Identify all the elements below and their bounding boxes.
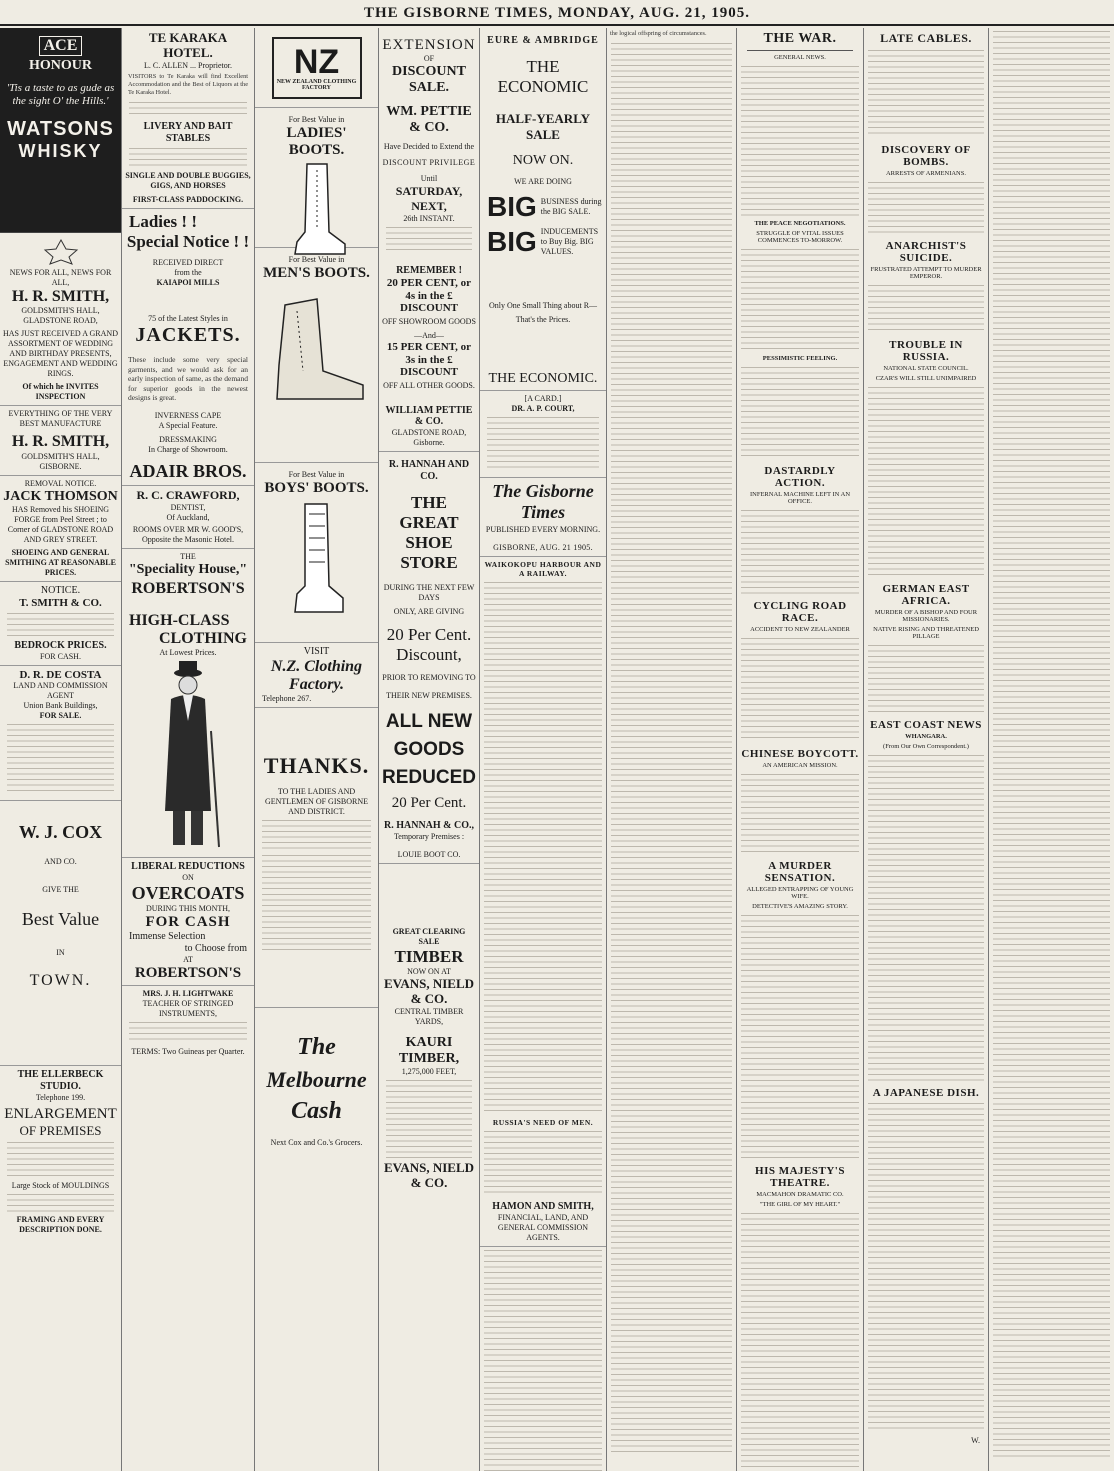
karaka-text xyxy=(129,102,247,118)
crawford-ad xyxy=(122,486,254,549)
card-ad xyxy=(480,391,606,478)
column-5 xyxy=(480,28,607,1471)
honour-label: HONOUR xyxy=(29,58,92,73)
received-direct: RECEIVED DIRECT xyxy=(152,258,224,268)
gisborne-label: Gisborne. xyxy=(413,437,445,447)
central-yards: CENTRAL TIMBER YARDS, xyxy=(394,1006,464,1026)
column-6 xyxy=(607,28,737,1471)
card-label: [A CARD.] xyxy=(524,394,562,403)
hamon-name: HAMON AND SMITH, xyxy=(492,1201,594,1212)
council-heading: NATIONAL STATE COUNCIL. xyxy=(883,365,969,372)
cox-and: AND CO. xyxy=(44,856,77,866)
thomson-ad xyxy=(0,476,121,582)
big-label-1: BIG xyxy=(487,191,537,222)
cables-article xyxy=(868,50,984,138)
framing-footer: FRAMING AND EVERY DESCRIPTION DONE. xyxy=(16,1215,105,1235)
harbour-heading: WAIKOKOPU HARBOUR AND A RAILWAY. xyxy=(484,560,602,578)
jackets-heading: JACKETS. xyxy=(135,324,241,347)
lowest-prices: At Lowest Prices. xyxy=(159,647,217,657)
instant-label: 26th INSTANT. xyxy=(403,214,455,223)
de-costa-address: Union Bank Buildings, xyxy=(23,701,98,711)
east-coast-article xyxy=(868,755,984,1081)
studio-text xyxy=(7,1142,114,1178)
peace-heading: THE PEACE NEGOTIATIONS. xyxy=(754,220,846,227)
column-9 xyxy=(989,28,1114,1471)
continued-article xyxy=(611,43,732,1453)
other-goods: OFF ALL OTHER GOODS. xyxy=(383,380,475,390)
crawford-name: R. C. CRAWFORD, xyxy=(136,487,240,502)
ellerbeck-ad xyxy=(0,1066,121,1238)
feet-label: 1,275,000 FEET, xyxy=(401,1066,457,1076)
bombs-article xyxy=(868,182,984,234)
studio-telephone: Telephone 199. xyxy=(35,1093,86,1103)
special-feature: A Special Feature. xyxy=(158,420,218,430)
east-coast-heading: EAST COAST NEWS xyxy=(870,719,982,731)
ladies-notice-ad xyxy=(122,209,254,486)
mens-boots-heading: MEN'S BOOTS. xyxy=(263,265,370,281)
russia-council-article xyxy=(868,387,984,577)
of-label: OF xyxy=(423,54,435,63)
now-on-at: NOW ON AT xyxy=(407,966,451,976)
only-one-thing: Only One Small Thing about R— xyxy=(488,301,598,310)
thomson-shoeing: SHOEING AND GENERAL SMITHING AT REASONABLE PRICES. xyxy=(5,547,116,577)
signature: W. xyxy=(971,1436,980,1445)
at-label: AT xyxy=(183,954,193,964)
shoe-store-heading: SHOE STORE xyxy=(400,532,458,572)
article-intro: the logical offspring of circumstances. xyxy=(610,30,707,37)
dressmaking-label: DRESSMAKING xyxy=(159,434,217,444)
choose-from: to Choose from xyxy=(184,942,247,954)
for-cash: FOR CASH. xyxy=(40,651,81,661)
cock-name: T. SMITH & CO. xyxy=(19,596,102,609)
column-1 xyxy=(0,28,122,1471)
giving-label: ONLY, ARE GIVING xyxy=(393,606,465,616)
overcoats-heading: OVERCOATS xyxy=(131,882,245,903)
thomson-name: JACK THOMSON xyxy=(3,488,118,504)
macmahon-heading: MACMAHON DRAMATIC CO. xyxy=(756,1191,844,1198)
smith2-address: GOLDSMITH'S HALL, GISBORNE. xyxy=(21,451,100,471)
hamon-ad xyxy=(480,1198,606,1247)
for-best-mens: For Best Value in xyxy=(288,255,345,264)
correspondent-label: (From Our Own Correspondent.) xyxy=(883,743,969,750)
hannah-name: R. HANNAH AND CO. xyxy=(388,458,470,482)
temporary-premises: Temporary Premises : xyxy=(393,831,465,841)
liberal-reductions: LIBERAL REDUCTIONS xyxy=(131,860,245,872)
late-cables-heading: LATE CABLES. xyxy=(880,31,972,45)
decided-label: Have Decided to Extend the xyxy=(383,142,475,151)
factory-telephone: Telephone 267. xyxy=(262,694,312,703)
lightwave-text xyxy=(129,1022,247,1044)
boys-boot-icon xyxy=(287,500,347,620)
harbour-article xyxy=(484,582,602,1112)
livery-text xyxy=(129,148,247,168)
discount-sale-heading: DISCOUNT SALE. xyxy=(392,64,466,95)
lightwave-ad xyxy=(122,986,254,1060)
economic-ad xyxy=(480,28,606,391)
cock-text xyxy=(7,613,114,637)
auckland-label: Of Auckland, xyxy=(166,512,210,522)
de-costa-ad xyxy=(0,666,121,802)
half-yearly-heading: HALF-YEARLY SALE xyxy=(495,111,591,142)
robertsons-ad xyxy=(122,549,254,858)
column-4 xyxy=(379,28,480,1471)
terms-label: TERMS: Two Guineas per Quarter. xyxy=(131,1046,245,1056)
doctor-name: DR. A. P. COURT, xyxy=(511,404,575,413)
economic-heading: THE ECONOMIC xyxy=(497,57,589,96)
girl-heading: "THE GIRL OF MY HEART." xyxy=(759,1201,841,1208)
struggle-heading: STRUGGLE OF VITAL ISSUES COMMENCES TO-MORROW. xyxy=(756,230,844,244)
visit-label: VISIT xyxy=(303,646,330,657)
great-clearing: GREAT CLEARING SALE xyxy=(392,926,466,946)
de-costa-name: D. R. DE COSTA xyxy=(19,668,102,681)
column-3 xyxy=(255,28,379,1471)
buggies-label: SINGLE AND DOUBLE BUGGIES, GIGS, AND HORSES xyxy=(125,171,251,191)
styles-label: 75 of the Latest Styles in xyxy=(148,314,228,324)
next-cox: Next Cox and Co.'s Grocers. xyxy=(270,1138,363,1148)
whangara-heading: WHANGARA. xyxy=(905,733,947,740)
boycott-article xyxy=(741,774,859,854)
pettie-name-2: WILLIAM PETTIE & CO. xyxy=(385,404,473,428)
nz-logo-label: NEW ZEALAND CLOTHING FACTORY xyxy=(276,79,357,91)
smith-address: GOLDSMITH'S HALL, GLADSTONE ROAD, xyxy=(21,306,100,326)
timber-list xyxy=(386,1080,472,1158)
the-word: The xyxy=(297,1034,336,1060)
for-best-boys: For Best Value in xyxy=(288,470,345,479)
pettie-text xyxy=(386,227,472,251)
prior-label: PRIOR TO REMOVING TO xyxy=(382,672,476,682)
boys-boots-heading: BOYS' BOOTS. xyxy=(264,480,369,496)
natives-heading: NATIVE RISING AND THREATENED PILLAGE xyxy=(873,626,979,640)
from-the: from the xyxy=(174,268,202,278)
karaka-owner: L. C. ALLEN ... Proprietor. xyxy=(144,60,232,70)
karaka-body: VISITORS to Te Karaka will find Excellent Accommodation and the Best of Liquors at the Te Karaka Hotel. xyxy=(128,72,248,96)
visit-factory-ad xyxy=(255,643,378,708)
russia-article xyxy=(484,1131,602,1195)
thanks-heading: THANKS. xyxy=(263,753,370,778)
overcoats-ad xyxy=(122,858,254,986)
all-new-heading: ALL NEW xyxy=(385,710,473,732)
we-are-doing: WE ARE DOING xyxy=(514,177,572,186)
hannah-name-2: R. HANNAH & CO., xyxy=(384,819,474,831)
times-title: The Gisborne Times xyxy=(492,481,594,522)
thats-prices: That's the Prices. xyxy=(515,315,571,324)
crawford-rooms: ROOMS OVER MR W. GOOD'S, Opposite the Masonic Hotel. xyxy=(132,524,244,544)
high-class-label: HIGH-CLASS xyxy=(129,611,230,629)
cash-heading: Cash xyxy=(291,1098,342,1125)
speciality-house: "Speciality House," xyxy=(128,561,248,577)
economic-heading-2: THE ECONOMIC. xyxy=(488,371,598,386)
gladstone-road: GLADSTONE ROAD, xyxy=(391,427,467,437)
inducements-label: INDUCEMENTS to Buy Big. BIG VALUES. xyxy=(540,227,599,256)
nz-clothing-logo xyxy=(255,28,378,108)
thanks-ad xyxy=(255,708,378,1008)
news-for-all: NEWS FOR ALL, NEWS FOR ALL, xyxy=(9,268,112,287)
studio-text-2 xyxy=(7,1194,114,1212)
thanks-text-2 xyxy=(262,855,371,891)
cock-ad xyxy=(0,582,121,666)
twenty-percent-discount: 20 PER CENT, or 4s in the £ DISCOUNT xyxy=(386,277,472,315)
privilege-label: DISCOUNT PRIVILEGE xyxy=(382,158,476,167)
smith-body: HAS JUST RECEIVED A GRAND ASSORTMENT OF WEDDING AND BIRTHDAY PRESENTS, ENGAGEMENT AND WEDDING RINGS. xyxy=(3,329,118,379)
nz-monogram-icon: NZ xyxy=(293,43,340,81)
cox-name: W. J. COX xyxy=(18,822,103,843)
column-2 xyxy=(122,28,255,1471)
war-article xyxy=(741,66,859,216)
evans-name: EVANS, NIELD & CO. xyxy=(383,975,475,1006)
hamon-text xyxy=(484,1250,602,1471)
frustrated-heading: FRUSTRATED ATTEMPT TO MURDER EMPEROR. xyxy=(870,266,982,280)
until-label: Until xyxy=(420,174,438,183)
remember-label: REMEMBER ! xyxy=(396,265,462,276)
boycott-heading: CHINESE BOYCOTT. xyxy=(741,748,859,760)
murder-heading: A MURDER SENSATION. xyxy=(764,860,836,884)
theatre-article xyxy=(741,1213,859,1471)
extension-heading: EXTENSION xyxy=(382,37,476,53)
twenty-percent: 20 Per Cent. xyxy=(386,624,472,644)
suicide-article xyxy=(868,285,984,333)
watsons-tagline: 'Tis a taste to as gude as the sight O' the Hills.' xyxy=(6,82,115,108)
mens-boots-ad xyxy=(255,248,378,463)
infernal-heading: INFERNAL MACHINE LEFT IN AN OFFICE. xyxy=(749,491,851,505)
smith-ad-2 xyxy=(0,406,121,475)
karaka-hotel-ad xyxy=(122,28,254,209)
timber-heading: TIMBER xyxy=(394,946,464,966)
saturday-next: SATURDAY, NEXT, xyxy=(395,184,463,213)
inverness-label: INVERNESS CAPE xyxy=(154,410,222,420)
japanese-article xyxy=(868,1103,984,1433)
nz-factory-heading: N.Z. Clothing Factory. xyxy=(270,658,363,693)
during-month: DURING THIS MONTH, xyxy=(145,903,231,913)
pettie-name: WM. PETTIE & CO. xyxy=(386,104,472,135)
peace-article xyxy=(741,249,859,351)
and-label: —And— xyxy=(414,330,444,340)
clothing-label: CLOTHING xyxy=(158,629,247,647)
great-label: THE GREAT xyxy=(399,492,459,532)
showroom-label: In Charge of Showroom. xyxy=(148,444,228,454)
star-shield-icon xyxy=(41,239,81,265)
japanese-heading: A JAPANESE DISH. xyxy=(872,1087,980,1099)
the-label: THE xyxy=(180,551,196,561)
for-sale: FOR SALE. xyxy=(39,711,82,721)
robertsons-name: ROBERTSON'S xyxy=(131,579,245,597)
german-heading: GERMAN EAST AFRICA. xyxy=(882,583,970,607)
alleged-heading: ALLEGED ENTRAPPING OF YOUNG WIFE. xyxy=(746,886,854,900)
boys-boots-ad xyxy=(255,463,378,643)
for-cash-label: FOR CASH xyxy=(145,913,231,930)
smith-everything: EVERYTHING OF THE VERY BEST MANUFACTURE xyxy=(8,409,113,429)
arrests-heading: ARRESTS OF ARMENIANS. xyxy=(885,170,966,177)
financial-label: FINANCIAL, LAND, AND GENERAL COMMISSION AGENTS. xyxy=(497,1213,589,1242)
general-news: GENERAL NEWS. xyxy=(774,54,826,61)
in-label: IN xyxy=(56,947,65,957)
bedrock-prices: BEDROCK PRICES. xyxy=(14,639,107,651)
times-masthead xyxy=(480,478,606,557)
mens-boot-icon xyxy=(267,285,367,405)
lightwave-name: MRS. J. H. LIGHTWAKE xyxy=(142,988,234,998)
american-heading: AN AMERICAN MISSION. xyxy=(762,762,838,769)
melbourne-heading: Melbourne xyxy=(266,1067,367,1093)
louie-boot: LOUIE BOOT CO. xyxy=(397,849,461,859)
whisky-label: WHISKY xyxy=(18,141,103,162)
special-notice: Special Notice ! ! xyxy=(126,232,250,252)
thomson-body: HAS Removed his SHOEING FORGE from Peel Street ; to Corner of GLADSTONE ROAD AND GREY STREET. xyxy=(7,504,114,544)
de-costa-list xyxy=(7,724,114,794)
column-8 xyxy=(864,28,989,1471)
hannah-shoe-ad xyxy=(379,452,479,864)
de-costa-sub: LAND AND COMMISSION AGENT xyxy=(13,681,108,701)
teacher-label: TEACHER OF STRINGED INSTRUMENTS, xyxy=(142,998,234,1018)
big-label-2: BIG xyxy=(487,226,537,257)
column-9-text xyxy=(993,31,1110,1461)
cycling-article xyxy=(741,638,859,742)
karaka-title: TE KARAKA HOTEL. xyxy=(148,30,228,60)
paddocking-label: FIRST-CLASS PADDOCKING. xyxy=(132,195,244,205)
pessimistic-heading: PESSIMISTIC FEELING. xyxy=(762,355,838,362)
ladies-boots-ad xyxy=(255,108,378,248)
watsons-brand: WATSONS xyxy=(7,118,114,141)
twenty-percent-2: 20 Per Cent. xyxy=(391,794,467,811)
accident-heading: ACCIDENT TO NEW ZEALANDER xyxy=(750,626,850,633)
during-next: DURING THE NEXT FEW DAYS xyxy=(383,582,475,602)
give-the: GIVE THE xyxy=(42,884,79,894)
czar-heading: CZAR'S WILL STILL UNIMPAIRED xyxy=(875,375,977,382)
now-on-label: NOW ON. xyxy=(512,153,574,168)
kauri-timber: KAURI TIMBER, xyxy=(398,1034,460,1066)
best-value: Best Value xyxy=(21,908,100,929)
german-article xyxy=(868,645,984,713)
published-label: PUBLISHED EVERY MORNING. xyxy=(485,525,601,534)
cox-ad xyxy=(0,801,121,1066)
removal-notice: REMOVAL NOTICE. xyxy=(24,478,97,488)
evans-name-2: EVANS, NIELD & CO. xyxy=(383,1159,475,1190)
detective-heading: DETECTIVE'S AMAZING STORY. xyxy=(752,903,848,910)
jackets-body: These include some very special garments, and we would ask for an early inspection of same, as the demand for superior goods in the newest designs is great. xyxy=(128,355,248,403)
town-label: TOWN. xyxy=(29,971,92,989)
reduced-heading: REDUCED xyxy=(382,766,476,788)
enlargement: ENLARGEMENT xyxy=(4,1106,117,1123)
robertsons-name-2: ROBERTSON'S xyxy=(134,964,242,981)
smith-ad xyxy=(0,233,121,406)
ladies-heading: Ladies ! ! xyxy=(129,212,197,232)
pessimistic-article xyxy=(741,367,859,459)
card-text xyxy=(487,417,599,471)
livery-label: LIVERY AND BAIT STABLES xyxy=(143,121,233,145)
watsons-whisky-ad xyxy=(0,28,121,233)
trouble-heading: TROUBLE IN RUSSIA. xyxy=(889,339,963,363)
thanks-text xyxy=(262,820,371,852)
cycling-heading: CYCLING ROAD RACE. xyxy=(753,600,847,624)
thanks-text-3 xyxy=(262,894,371,954)
war-heading: THE WAR. xyxy=(763,31,837,46)
discount-label: Discount, xyxy=(396,644,462,664)
dateline: GISBORNE, AUG. 21 1905. xyxy=(493,543,593,552)
dentist-label: DENTIST, xyxy=(170,502,206,512)
evans-timber-ad xyxy=(379,864,479,1194)
gentleman-illustration-icon xyxy=(153,661,223,851)
business-label: BUSINESS during the BIG SALE. xyxy=(540,197,602,216)
on-label: ON xyxy=(182,872,194,882)
smith-name: H. R. SMITH, xyxy=(11,288,110,305)
notice-heading: NOTICE. xyxy=(40,584,81,596)
eure-ambridge-banner: EURE & AMBRIDGE xyxy=(487,35,599,46)
dastardly-heading: DASTARDLY ACTION. xyxy=(764,465,836,489)
melbourne-cash-ad xyxy=(255,1008,378,1151)
of-premises: OF PREMISES xyxy=(19,1123,102,1139)
smith2-name: H. R. SMITH, xyxy=(11,433,110,451)
column-7 xyxy=(737,28,864,1471)
suicide-heading: ANARCHIST'S SUICIDE. xyxy=(885,240,967,264)
immense-selection: Immense Selection xyxy=(129,930,206,942)
majesty-heading: HIS MAJESTY'S THEATRE. xyxy=(755,1165,845,1189)
adair-bros: ADAIR BROS. xyxy=(129,460,247,481)
goods-heading: GOODS xyxy=(393,738,465,760)
for-best-ladies: For Best Value in xyxy=(288,115,345,124)
masthead: THE GISBORNE TIMES, MONDAY, AUG. 21, 1905. xyxy=(0,0,1114,26)
thanks-body: TO THE LADIES AND GENTLEMEN OF GISBORNE AND DISTRICT. xyxy=(264,787,369,816)
murder-article xyxy=(741,915,859,1159)
dastardly-article xyxy=(741,510,859,594)
pettie-ad xyxy=(379,28,479,452)
new-premises: THEIR NEW PREMISES. xyxy=(386,690,472,700)
smith-invites: Of which he INVITES INSPECTION xyxy=(22,382,99,402)
bombs-heading: DISCOVERY OF BOMBS. xyxy=(881,144,971,168)
bishop-heading: MURDER OF A BISHOP AND FOUR MISSIONARIES. xyxy=(874,609,978,623)
ladies-boot-icon xyxy=(287,162,347,257)
studio-name: THE ELLERBECK STUDIO. xyxy=(17,1069,104,1093)
kaiapoi-mills: KAIAPOI MILLS xyxy=(156,278,220,288)
russia-heading: RUSSIA'S NEED OF MEN. xyxy=(492,1118,594,1127)
ace-label: ACE xyxy=(39,36,83,56)
ladies-boots-heading: LADIES' BOOTS. xyxy=(286,125,347,158)
fifteen-percent-discount: 15 PER CENT, or 3s in the £ DISCOUNT xyxy=(386,340,472,379)
showroom-goods: OFF SHOWROOM GOODS xyxy=(382,316,476,326)
mouldings: Large Stock of MOULDINGS xyxy=(11,1181,110,1191)
